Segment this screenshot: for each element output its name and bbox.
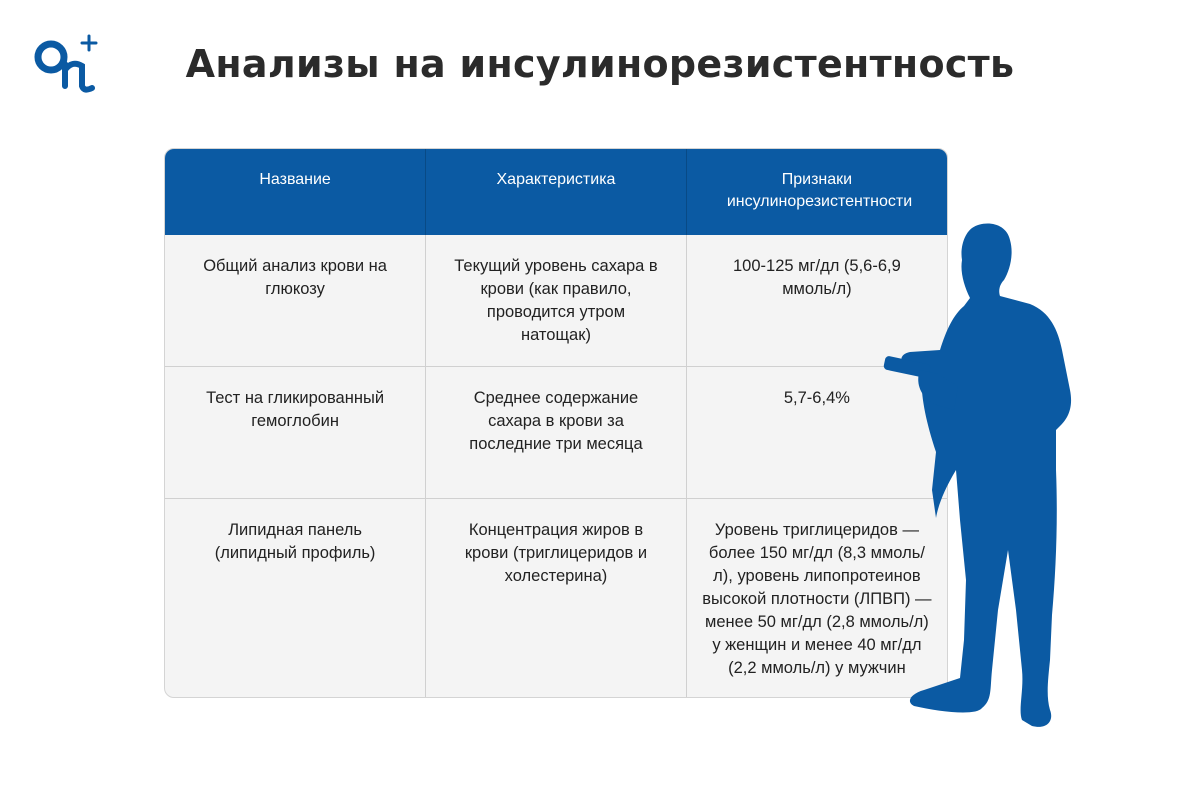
- cell-characteristic: Среднее содержание сахара в крови за последние три месяца: [426, 366, 687, 498]
- tests-table: [164, 148, 948, 698]
- table-row: [165, 498, 947, 698]
- cell-characteristic: Концентрация жиров в крови (триглицеридов и холестерина): [426, 498, 687, 698]
- table-row: [165, 366, 947, 498]
- doctor-silhouette-icon: [880, 220, 1080, 735]
- cell-signs: 5,7-6,4%: [686, 366, 947, 498]
- cell-name: Липидная панель (липидный профиль): [165, 498, 426, 698]
- table-header-row: [165, 149, 947, 235]
- header-name: Название: [165, 149, 426, 235]
- cell-signs: Уровень триглицеридов — более 150 мг/дл (8,3 ммоль/л), уровень липопротеинов высокой плотности (ЛПВП) — менее 50 мг/дл (2,8 ммоль/л) у женщин и менее 40 мг/дл (2,2 ммоль/л) у мужчин: [702, 520, 932, 677]
- page-title: Анализы на инсулинорезистентность: [185, 42, 1015, 86]
- header-signs: Признаки инсулинорезистентности: [686, 149, 947, 235]
- cell-signs: 100-125 мг/дл (5,6-6,9 ммоль/л): [686, 235, 947, 366]
- header-characteristic: Характеристика: [426, 149, 687, 235]
- cell-characteristic: Текущий уровень сахара в крови (как правило, проводится утром натощак): [426, 235, 687, 366]
- table-row: [165, 235, 947, 366]
- cell-name: Общий анализ крови на глюкозу: [165, 235, 426, 366]
- cell-name: Тест на гликированный гемоглобин: [165, 366, 426, 498]
